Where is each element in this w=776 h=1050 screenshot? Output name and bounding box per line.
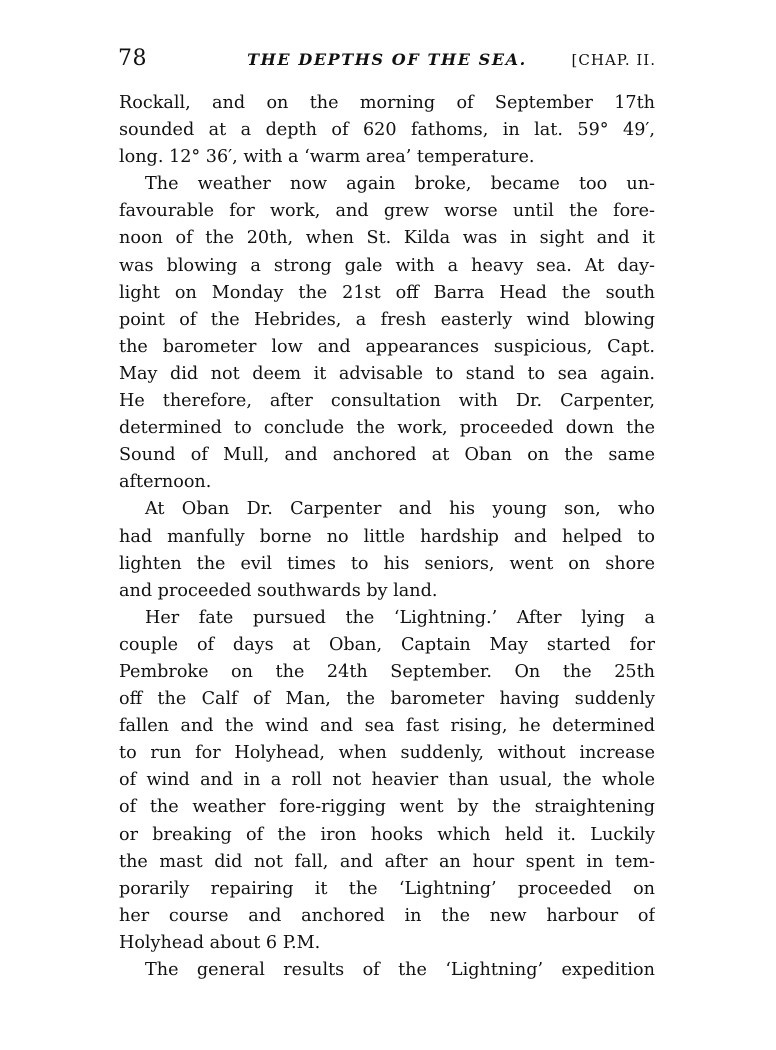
- text-line: favourable for work, and grew worse until the fore-: [119, 201, 655, 222]
- text-line: the mast did not fall, and after an hour spent in tem-: [119, 851, 655, 872]
- text-line: to run for Holyhead, when suddenly, without increase: [119, 743, 655, 764]
- paragraph-first-line: The weather now again broke, became too un-: [145, 174, 655, 195]
- text-line: determined to conclude the work, proceeded down the: [119, 418, 655, 439]
- text-line: of wind and in a roll not heavier than usual, the whole: [119, 770, 655, 791]
- text-line: noon of the 20th, when St. Kilda was in sight and it: [119, 228, 655, 249]
- text-line: afternoon.: [119, 472, 212, 493]
- text-line: of the weather fore-rigging went by the straightening: [119, 797, 655, 818]
- text-line: had manfully borne no little hardship and helped to: [119, 526, 655, 547]
- text-line: Pembroke on the 24th September. On the 25th: [119, 661, 655, 682]
- running-head: [118, 44, 656, 74]
- text-line: light on Monday the 21st off Barra Head the south: [119, 282, 655, 303]
- text-line: couple of days at Oban, Captain May started for: [119, 634, 655, 655]
- paragraph-first-line: The general results of the ‘Lightning’ expedition: [145, 960, 655, 980]
- text-line: the barometer low and appearances suspicious, Capt.: [119, 336, 655, 357]
- paragraph-first-line: Her fate pursued the ‘Lightning.’ After lying a: [145, 607, 655, 628]
- text-line: point of the Hebrides, a fresh easterly wind blowing: [119, 309, 655, 330]
- page-number: 78: [118, 46, 147, 71]
- text-line: Rockall, and on the morning of September 17th: [119, 93, 655, 113]
- text-line: porarily repairing it the ‘Lightning’ proceeded on: [119, 878, 655, 899]
- text-line: off the Calf of Man, the barometer having suddenly: [119, 689, 655, 710]
- text-line: Sound of Mull, and anchored at Oban on the same: [119, 445, 655, 466]
- text-line: lighten the evil times to his seniors, went on shore: [119, 553, 655, 574]
- text-line: and proceeded southwards by land.: [119, 580, 438, 601]
- text-line: May did not deem it advisable to stand to sea again.: [119, 363, 655, 384]
- text-line: He therefore, after consultation with Dr. Carpenter,: [119, 391, 655, 412]
- text-line: long. 12° 36′, with a ‘warm area’ temperature.: [119, 147, 535, 168]
- text-line: sounded at a depth of 620 fathoms, in lat. 59° 49′,: [119, 120, 655, 141]
- body-text: [119, 90, 655, 984]
- paragraph-first-line: At Oban Dr. Carpenter and his young son, who: [145, 499, 655, 520]
- text-line: Holyhead about 6 P.M.: [119, 932, 321, 953]
- text-line: fallen and the wind and sea fast rising, he determined: [119, 716, 655, 737]
- text-line: was blowing a strong gale with a heavy sea. At day-: [119, 255, 655, 276]
- chapter-reference: [CHAP. II.: [571, 51, 656, 69]
- text-line: or breaking of the iron hooks which held it. Luckily: [119, 824, 655, 845]
- running-title: THE DEPTHS OF THE SEA.: [247, 50, 527, 69]
- text-line: her course and anchored in the new harbour of: [119, 905, 655, 926]
